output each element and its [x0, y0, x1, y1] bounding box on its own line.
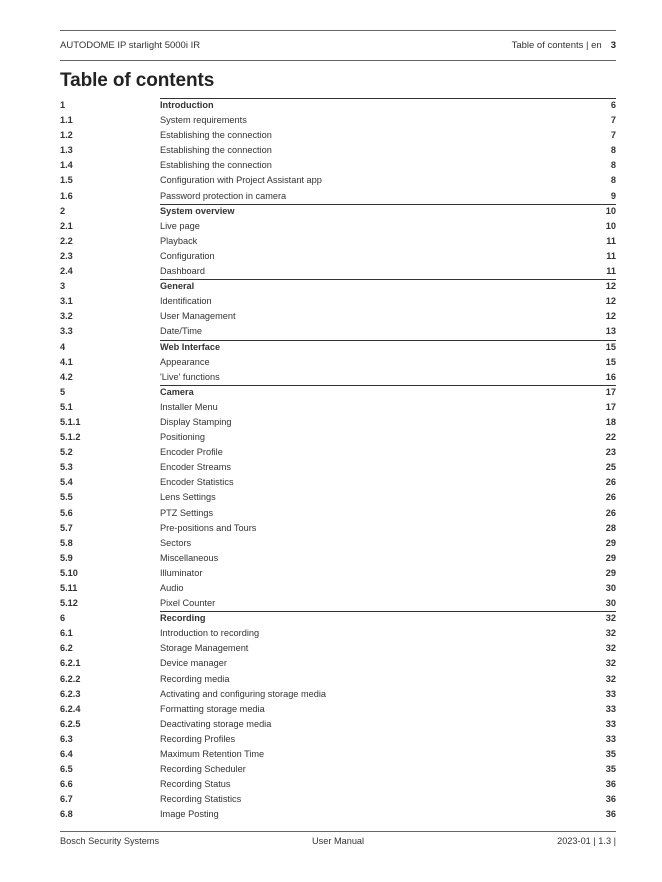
- toc-entry-page: 35: [605, 764, 616, 775]
- toc-entry-title: Deactivating storage media: [160, 718, 272, 729]
- toc-entry-page: 26: [605, 477, 616, 488]
- toc-entry[interactable]: [60, 807, 616, 822]
- toc-entry-title: Recording media: [160, 673, 230, 684]
- toc-entry-title: Date/Time: [160, 326, 203, 337]
- toc-entry-number: 5.12: [60, 598, 78, 609]
- footer-company: Bosch Security Systems: [60, 836, 160, 846]
- toc-entry-page: 35: [605, 749, 616, 760]
- toc-entry-title: Configuration: [160, 250, 215, 261]
- toc-entry-number: 2.2: [60, 235, 73, 246]
- toc-chapter-entry[interactable]: [60, 611, 616, 626]
- toc-entry-page: 32: [605, 658, 616, 669]
- toc-entry[interactable]: [60, 445, 616, 460]
- toc-chapter-entry[interactable]: [60, 204, 616, 219]
- toc-entry-number: 6.2.4: [60, 703, 81, 714]
- toc-entry-page: 10: [605, 220, 616, 231]
- toc-entry-page: 30: [605, 598, 616, 609]
- toc-entry-title: Installer Menu: [160, 401, 218, 412]
- toc-entry-title: Recording: [160, 613, 206, 624]
- toc-entry-number: 5.11: [60, 583, 78, 593]
- toc-entry-page: 7: [610, 130, 616, 141]
- toc-entry[interactable]: [60, 641, 616, 656]
- toc-entry-number: 5.2: [60, 447, 73, 458]
- toc-entry-number: 1.4: [60, 160, 73, 171]
- toc-chapter-entry[interactable]: [60, 385, 616, 400]
- toc-entry-number: 5.10: [60, 567, 78, 578]
- toc-entry[interactable]: [60, 521, 616, 536]
- toc-entry-number: 1.6: [60, 190, 73, 201]
- toc-entry-title: Encoder Profile: [160, 447, 223, 458]
- toc-entry-title: Recording Status: [160, 779, 231, 790]
- toc-entry-page: 29: [605, 537, 616, 548]
- toc-entry-number: 1.2: [60, 130, 73, 141]
- toc-chapter-entry[interactable]: [60, 98, 616, 113]
- toc-entry-title: Lens Settings: [160, 492, 216, 503]
- toc-entry-page: 23: [605, 447, 616, 458]
- toc-entry-number: 1.5: [60, 175, 73, 186]
- toc-entry-title: PTZ Settings: [160, 507, 214, 518]
- toc-entry-title: Activating and configuring storage media: [160, 688, 326, 699]
- toc-entry[interactable]: [60, 536, 616, 551]
- toc-entry-page: 12: [605, 296, 616, 307]
- toc-entry-page: 33: [605, 733, 616, 744]
- toc-entry-page: 15: [605, 341, 616, 352]
- header-page-number: 3: [610, 40, 616, 51]
- toc-entry-page: 11: [606, 266, 616, 277]
- toc-entry[interactable]: [60, 143, 616, 158]
- toc-entry-page: 28: [605, 522, 616, 533]
- toc-entry[interactable]: [60, 672, 616, 687]
- toc-entry[interactable]: [60, 128, 616, 143]
- toc-entry[interactable]: [60, 173, 616, 188]
- toc-entry-page: 12: [605, 311, 616, 322]
- toc-entry[interactable]: [60, 460, 616, 475]
- toc-entry-title: Illuminator: [160, 567, 203, 578]
- toc-entry-title: Miscellaneous: [160, 552, 219, 563]
- toc-entry-page: 11: [606, 235, 616, 246]
- toc-entry-number: 5.1.1: [60, 416, 81, 427]
- toc-entry[interactable]: [60, 702, 616, 717]
- toc-entry[interactable]: [60, 490, 616, 505]
- toc-entry-page: 30: [605, 583, 616, 593]
- footer-rule: [60, 831, 616, 832]
- toc-entry-page: 18: [605, 416, 616, 427]
- toc-entry-number: 5.8: [60, 537, 73, 548]
- toc-entry-number: 2.4: [60, 266, 73, 277]
- toc-entry-number: 6.2.3: [60, 688, 81, 699]
- toc-entry[interactable]: [60, 762, 616, 777]
- toc-entry-title: Formatting storage media: [160, 703, 265, 714]
- toc-entry-title: User Management: [160, 311, 236, 322]
- toc-entry-title: System overview: [160, 205, 235, 216]
- toc-entry-title: Establishing the connection: [160, 160, 272, 171]
- toc-entry-title: Recording Statistics: [160, 794, 242, 805]
- toc-entry-title: Live page: [160, 220, 200, 231]
- toc-entry[interactable]: [60, 475, 616, 490]
- toc-entry[interactable]: [60, 717, 616, 732]
- toc-entry[interactable]: [60, 777, 616, 792]
- toc-entry[interactable]: [60, 792, 616, 807]
- toc-entry-number: 5.7: [60, 522, 73, 533]
- toc-entry-number: 5.1.2: [60, 432, 81, 443]
- toc-entry-number: 6.4: [60, 749, 73, 760]
- toc-entry[interactable]: [60, 219, 616, 234]
- toc-entry[interactable]: [60, 656, 616, 671]
- toc-entry-title: Display Stamping: [160, 416, 232, 427]
- toc-entry[interactable]: [60, 430, 616, 445]
- toc-entry-number: 6.6: [60, 779, 73, 790]
- toc-entry-number: 5.3: [60, 462, 73, 473]
- toc-entry-page: 32: [605, 643, 616, 654]
- toc-entry-title: Pre-positions and Tours: [160, 522, 257, 533]
- toc-entry-title: Introduction: [160, 100, 214, 110]
- toc-entry-page: 25: [605, 462, 616, 473]
- toc-entry-page: 33: [605, 688, 616, 699]
- toc-entry-title: Establishing the connection: [160, 130, 272, 141]
- toc-entry[interactable]: [60, 189, 616, 204]
- toc-entry[interactable]: [60, 551, 616, 566]
- toc-entry-number: 3.3: [60, 326, 73, 337]
- toc-entry-title: Device manager: [160, 658, 227, 669]
- toc-entry-title: Sectors: [160, 537, 192, 548]
- toc-entry-page: 8: [610, 175, 616, 186]
- toc-entry-title: General: [160, 281, 195, 292]
- toc-entry-number: 6.1: [60, 628, 73, 639]
- toc-entry-page: 26: [605, 507, 616, 518]
- toc-entry-page: 17: [605, 386, 616, 397]
- toc-entry[interactable]: [60, 596, 616, 611]
- toc-entry-number: 6.8: [60, 809, 73, 820]
- toc-entry-page: 33: [605, 718, 616, 729]
- toc-entry-page: 8: [610, 145, 616, 156]
- toc-entry-title: 'Live' functions: [160, 371, 220, 382]
- toc-entry-title: Password protection in camera: [160, 190, 287, 201]
- toc-entry-title: Web Interface: [160, 341, 221, 352]
- page-title: Table of contents: [60, 70, 215, 91]
- toc-entry-page: 36: [605, 794, 616, 805]
- toc-entry-page: 7: [610, 115, 616, 126]
- toc-entry-number: 3.1: [60, 296, 73, 307]
- toc-entry-title: Recording Profiles: [160, 733, 236, 744]
- toc-entry[interactable]: [60, 687, 616, 702]
- toc-entry-title: Pixel Counter: [160, 598, 216, 609]
- toc-entry-title: Maximum Retention Time: [160, 749, 265, 760]
- toc-entry-page: 32: [605, 673, 616, 684]
- toc-entry-page: 36: [605, 779, 616, 790]
- toc-entry-page: 33: [605, 703, 616, 714]
- toc-entry-title: System requirements: [160, 115, 247, 126]
- toc-entry-number: 6.3: [60, 733, 73, 744]
- toc-entry-title: Storage Management: [160, 643, 249, 654]
- toc-entry-number: 2.3: [60, 250, 73, 261]
- toc-entry[interactable]: [60, 732, 616, 747]
- toc-entry-page: 22: [605, 432, 616, 443]
- table-of-contents: [60, 98, 616, 823]
- toc-entry[interactable]: [60, 324, 616, 339]
- footer-version: 2023-01 | 1.3 |: [557, 836, 616, 846]
- toc-entry-number: 5.5: [60, 492, 73, 503]
- toc-entry[interactable]: [60, 234, 616, 249]
- toc-entry-title: Establishing the connection: [160, 145, 272, 156]
- toc-entry[interactable]: [60, 566, 616, 581]
- toc-entry[interactable]: [60, 294, 616, 309]
- header-section-label: Table of contents | en: [511, 40, 602, 51]
- toc-entry-number: 4: [60, 341, 66, 352]
- toc-entry-number: 4.2: [60, 371, 73, 382]
- toc-entry-number: 5.1: [60, 401, 73, 412]
- toc-entry-page: 36: [605, 809, 616, 820]
- toc-entry-number: 5.6: [60, 507, 73, 518]
- toc-entry-number: 2: [60, 205, 66, 216]
- header-product-name: AUTODOME IP starlight 5000i IR: [60, 40, 201, 51]
- toc-entry[interactable]: [60, 370, 616, 385]
- header-top-rule: [60, 30, 616, 31]
- toc-entry-title: Audio: [160, 583, 184, 593]
- toc-entry-title: Dashboard: [160, 266, 205, 277]
- toc-entry[interactable]: [60, 626, 616, 641]
- toc-entry[interactable]: [60, 158, 616, 173]
- header-bottom-rule: [60, 60, 616, 61]
- toc-entry-page: 13: [605, 326, 616, 337]
- toc-entry[interactable]: [60, 506, 616, 521]
- toc-entry-page: 15: [605, 356, 616, 367]
- toc-entry-page: 6: [610, 100, 616, 110]
- toc-entry-title: Encoder Statistics: [160, 477, 234, 488]
- toc-entry-page: 32: [605, 628, 616, 639]
- toc-entry-title: Image Posting: [160, 809, 219, 820]
- toc-entry[interactable]: [60, 400, 616, 415]
- toc-entry-title: Camera: [160, 386, 194, 397]
- toc-entry[interactable]: [60, 309, 616, 324]
- toc-entry-number: 1.3: [60, 145, 73, 156]
- toc-entry-title: Positioning: [160, 432, 205, 443]
- toc-entry-number: 4.1: [60, 356, 73, 367]
- toc-entry-number: 5: [60, 386, 66, 397]
- toc-entry[interactable]: [60, 249, 616, 264]
- toc-entry-title: Appearance: [160, 356, 210, 367]
- toc-entry-title: Recording Scheduler: [160, 764, 246, 775]
- toc-entry[interactable]: [60, 747, 616, 762]
- toc-entry[interactable]: [60, 355, 616, 370]
- toc-entry-title: Configuration with Project Assistant app: [160, 175, 322, 186]
- toc-entry-page: 10: [605, 205, 616, 216]
- toc-entry-title: Encoder Streams: [160, 462, 231, 473]
- toc-entry-page: 9: [610, 190, 616, 201]
- toc-entry-number: 1.1: [60, 115, 73, 126]
- toc-entry[interactable]: [60, 113, 616, 128]
- toc-entry-page: 12: [605, 281, 616, 292]
- toc-entry-number: 3.2: [60, 311, 73, 322]
- toc-entry-page: 16: [605, 371, 616, 382]
- toc-entry[interactable]: [60, 581, 616, 596]
- toc-entry[interactable]: [60, 264, 616, 279]
- toc-entry-page: 29: [605, 567, 616, 578]
- toc-entry-number: 6.2.1: [60, 658, 81, 669]
- toc-entry-number: 6.5: [60, 764, 73, 775]
- toc-entry-page: 29: [605, 552, 616, 563]
- toc-entry-title: Playback: [160, 235, 198, 246]
- toc-entry-title: Introduction to recording: [160, 628, 260, 639]
- toc-entry-number: 6: [60, 613, 66, 624]
- toc-entry-number: 5.9: [60, 552, 73, 563]
- toc-entry-number: 6.2: [60, 643, 73, 654]
- toc-entry[interactable]: [60, 415, 616, 430]
- toc-chapter-entry[interactable]: [60, 279, 616, 294]
- toc-entry-number: 3: [60, 281, 66, 292]
- toc-entry-number: 6.2.5: [60, 718, 81, 729]
- footer-doc-type: User Manual: [312, 836, 365, 846]
- toc-entry-page: 17: [605, 401, 616, 412]
- toc-entry-number: 6.7: [60, 794, 73, 805]
- toc-entry-page: 11: [606, 250, 616, 261]
- toc-entry-page: 32: [605, 613, 616, 624]
- toc-entry-number: 1: [60, 100, 66, 110]
- toc-chapter-entry[interactable]: [60, 340, 616, 355]
- header-section: [512, 40, 616, 51]
- toc-entry-number: 6.2.2: [60, 673, 81, 684]
- toc-entry-number: 2.1: [60, 220, 73, 231]
- toc-entry-page: 8: [610, 160, 616, 171]
- toc-entry-page: 26: [605, 492, 616, 503]
- toc-entry-title: Identification: [160, 296, 212, 307]
- toc-entry-number: 5.4: [60, 477, 73, 488]
